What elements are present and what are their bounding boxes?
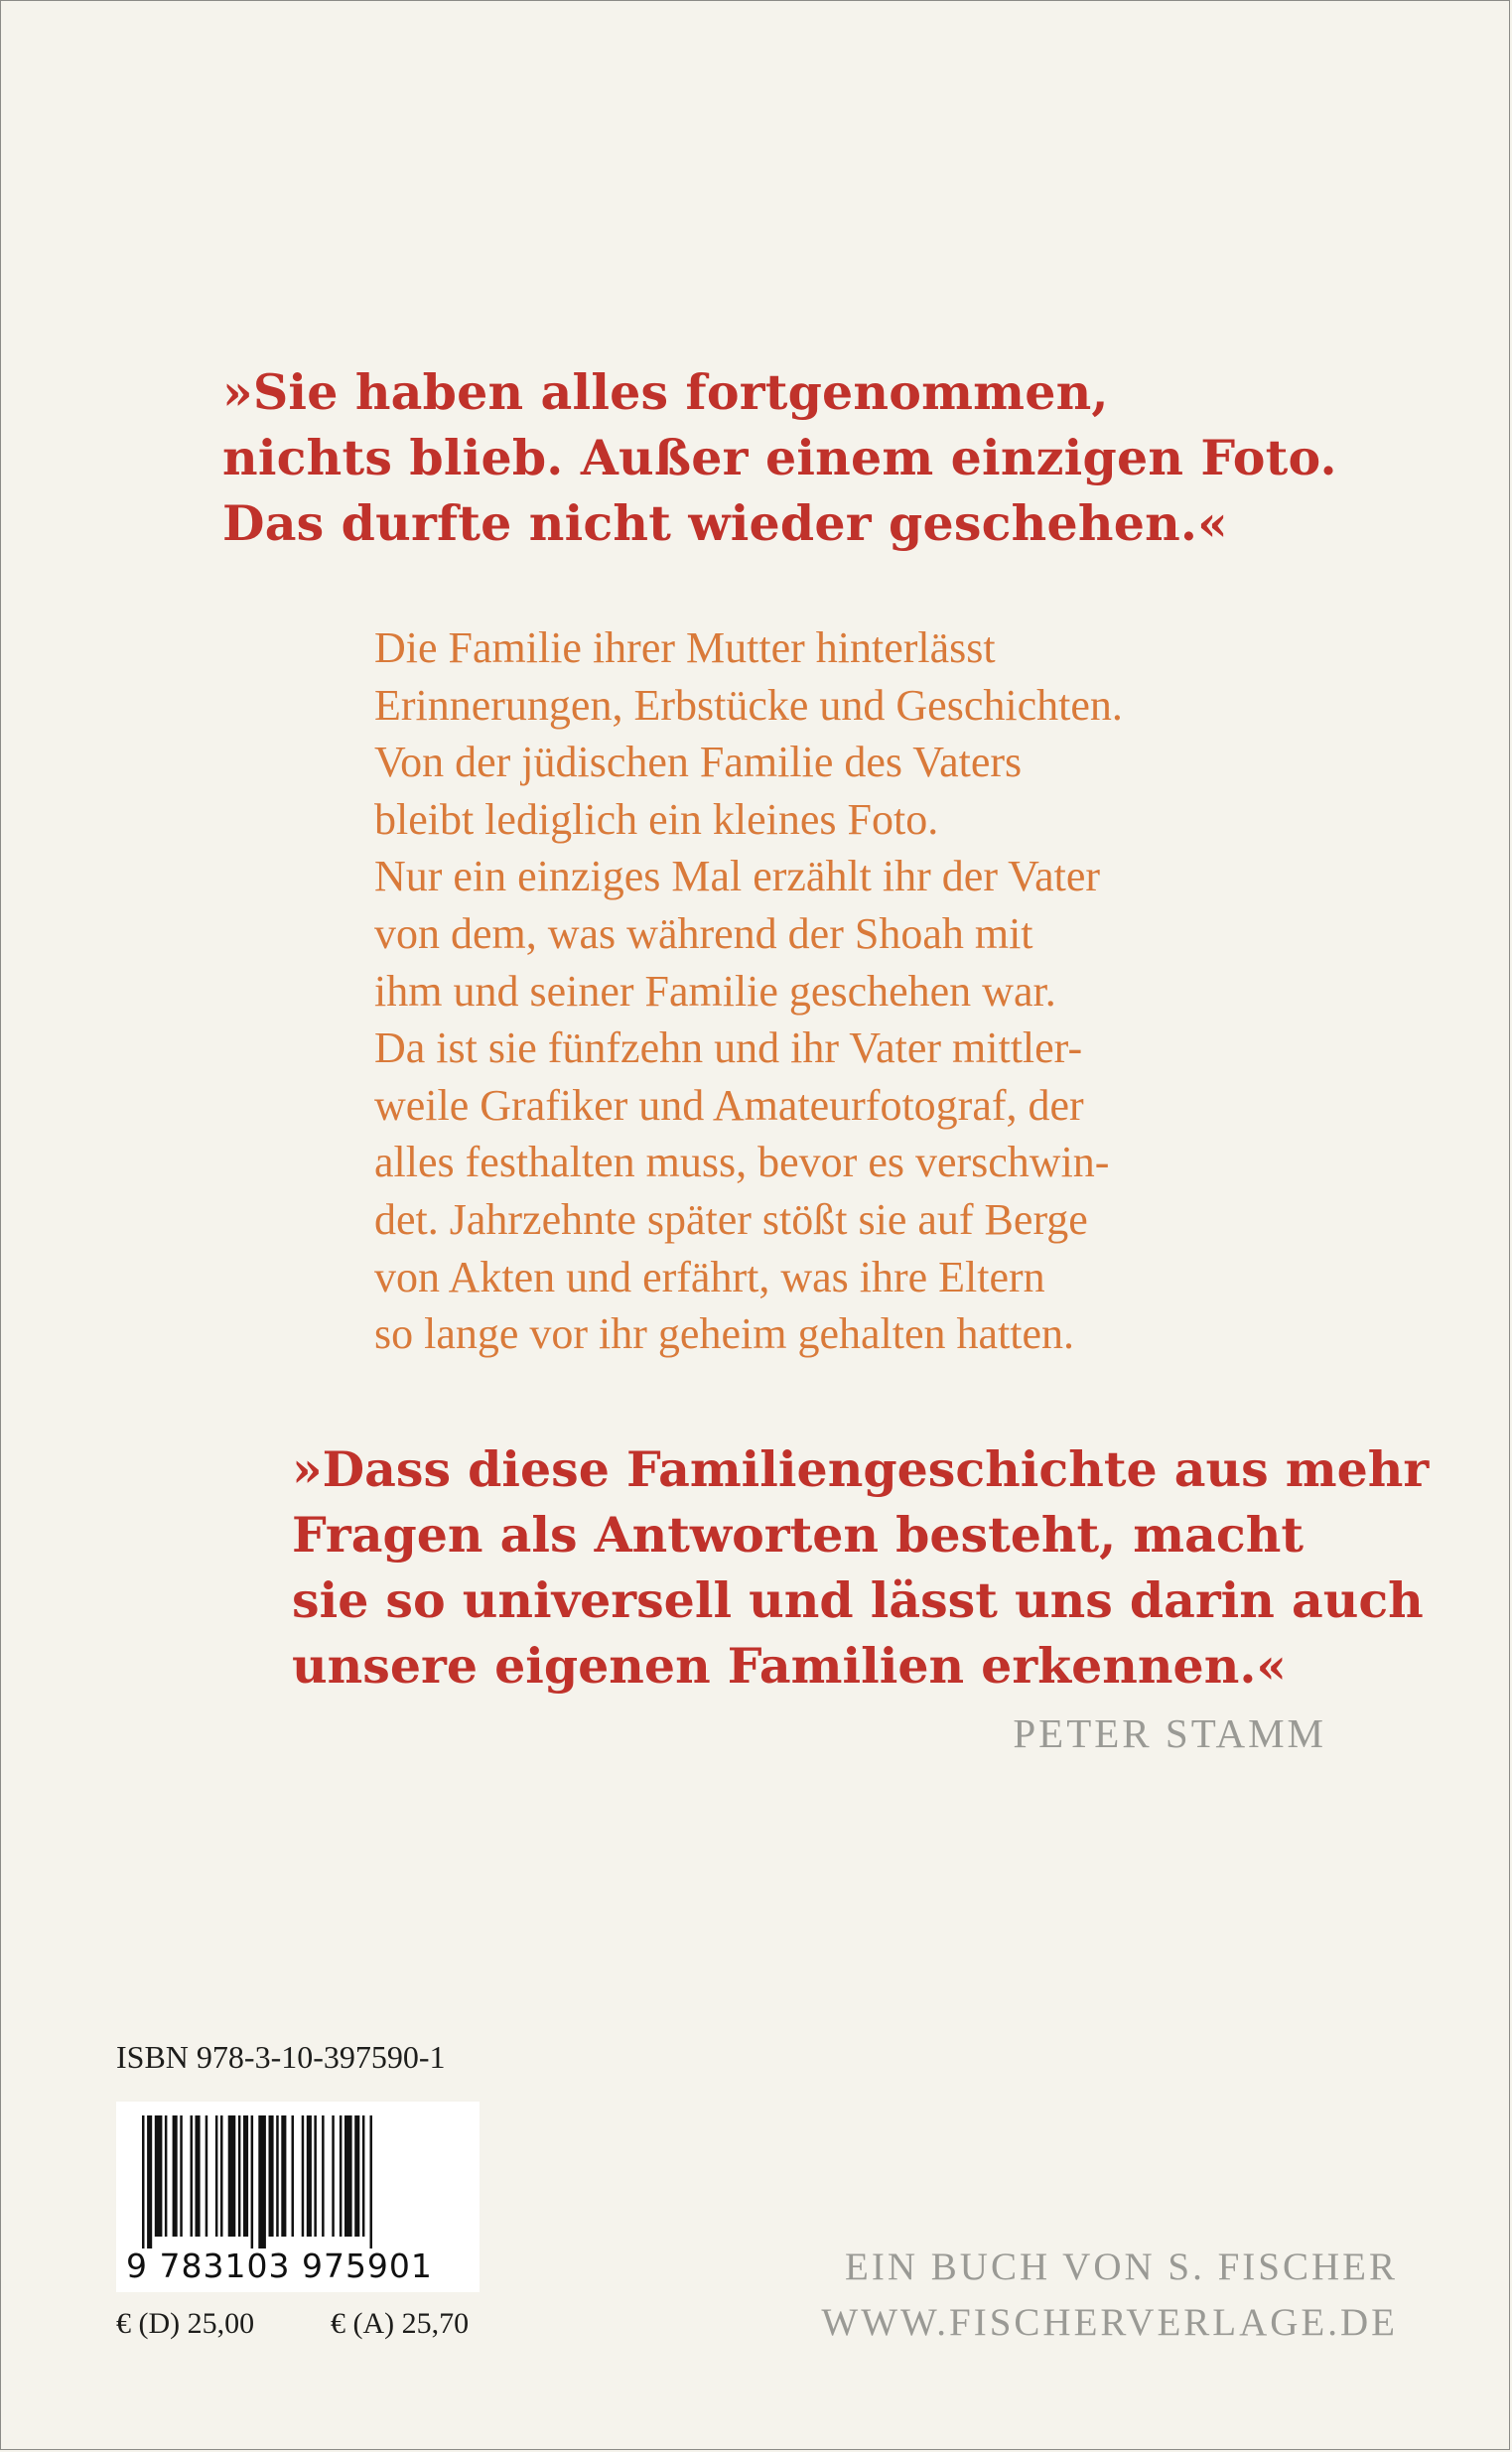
blurb-line: Da ist sie fünfzehn und ihr Vater mittler- [374, 1023, 1083, 1073]
publisher-website: WWW.FISCHERVERLAGE.DE [821, 2301, 1398, 2344]
barcode-bar [354, 2115, 359, 2237]
blurb-line: Von der jüdischen Familie des Vaters [374, 738, 1023, 787]
top-quote-line: Das durfte nicht wieder geschehen.« [222, 494, 1228, 552]
blurb-line: Die Familie ihrer Mutter hinterlässt [374, 623, 996, 672]
blurb-line: Erinnerungen, Erbstücke und Geschichten. [374, 680, 1123, 730]
blurb-text [374, 619, 1327, 1363]
barcode-bar [340, 2115, 343, 2237]
blurb-line: von dem, was während der Shoah mit [374, 908, 1033, 958]
bottom-quote-line: Fragen als Antworten besteht, macht [292, 1506, 1304, 1564]
barcode-bar [344, 2115, 352, 2237]
barcode-bar [362, 2115, 365, 2237]
barcode-bar [370, 2115, 373, 2248]
barcode-bar [238, 2115, 241, 2237]
barcode-bar [276, 2115, 279, 2237]
barcode-bar [269, 2115, 274, 2237]
isbn-label: ISBN 978-3-10-397590-1 [116, 2039, 446, 2075]
bottom-quote [292, 1436, 1434, 1699]
barcode-digits: 9 783103 975901 [126, 2247, 433, 2285]
barcode-bar [155, 2115, 163, 2237]
blurb-line: Nur ein einziges Mal erzählt ihr der Vater [374, 852, 1101, 901]
barcode-bar [322, 2115, 325, 2237]
barcode-bar [173, 2115, 178, 2237]
barcode-bar [215, 2115, 218, 2237]
blurb-line: alles festhalten muss, bevor es verschwin- [374, 1138, 1110, 1187]
barcode-bar [180, 2115, 183, 2237]
barcode-bar [165, 2115, 168, 2237]
barcode [116, 2102, 480, 2292]
blurb-line: weile Grafiker und Amateurfotograf, der [374, 1080, 1084, 1130]
barcode-bar [302, 2115, 305, 2237]
barcode-bar [251, 2115, 254, 2248]
price-austria: € (A) 25,70 [331, 2307, 470, 2340]
barcode-bar [243, 2115, 248, 2237]
bottom-quote-line: unsere eigenen Familien erkennen.« [292, 1637, 1288, 1695]
barcode-bar [196, 2115, 201, 2237]
barcode-bar [228, 2115, 236, 2237]
barcode-bar [332, 2115, 335, 2237]
price-germany: € (D) 25,00 [116, 2307, 255, 2340]
barcode-bar [307, 2115, 312, 2237]
blurb-line: bleibt lediglich ein kleines Foto. [374, 794, 939, 844]
quote-attribution: PETER STAMM [1013, 1710, 1326, 1756]
blurb-line: von Akten und erfährt, was ihre Eltern [374, 1252, 1045, 1301]
blurb-line: det. Jahrzehnte später stößt sie auf Berge [374, 1194, 1088, 1244]
barcode-bar [258, 2115, 266, 2248]
barcode-bar [206, 2115, 208, 2237]
barcode-bar [147, 2115, 152, 2248]
barcode-bar [220, 2115, 223, 2237]
blurb-line: ihm und seiner Familie geschehen war. [374, 966, 1056, 1016]
bottom-quote-line: »Dass diese Familiengeschichte aus mehr [292, 1440, 1430, 1498]
barcode-bar [292, 2115, 295, 2237]
barcode-bar [142, 2115, 145, 2248]
top-quote-line: nichts blieb. Außer einem einzigen Foto. [222, 429, 1337, 486]
barcode-bar [191, 2115, 194, 2237]
barcode-bars [116, 2102, 480, 2250]
publisher-info [695, 2240, 1398, 2351]
barcode-bar [314, 2115, 317, 2237]
top-quote-line: »Sie haben alles fortgenommen, [222, 363, 1109, 421]
barcode-bar [281, 2115, 286, 2237]
publisher-name: EIN BUCH VON S. FISCHER [845, 2246, 1398, 2288]
bottom-quote-line: sie so universell und lässt uns darin auch [292, 1571, 1424, 1629]
blurb-line: so lange vor ihr geheim gehalten hatten. [374, 1309, 1074, 1359]
top-quote [222, 359, 1364, 556]
